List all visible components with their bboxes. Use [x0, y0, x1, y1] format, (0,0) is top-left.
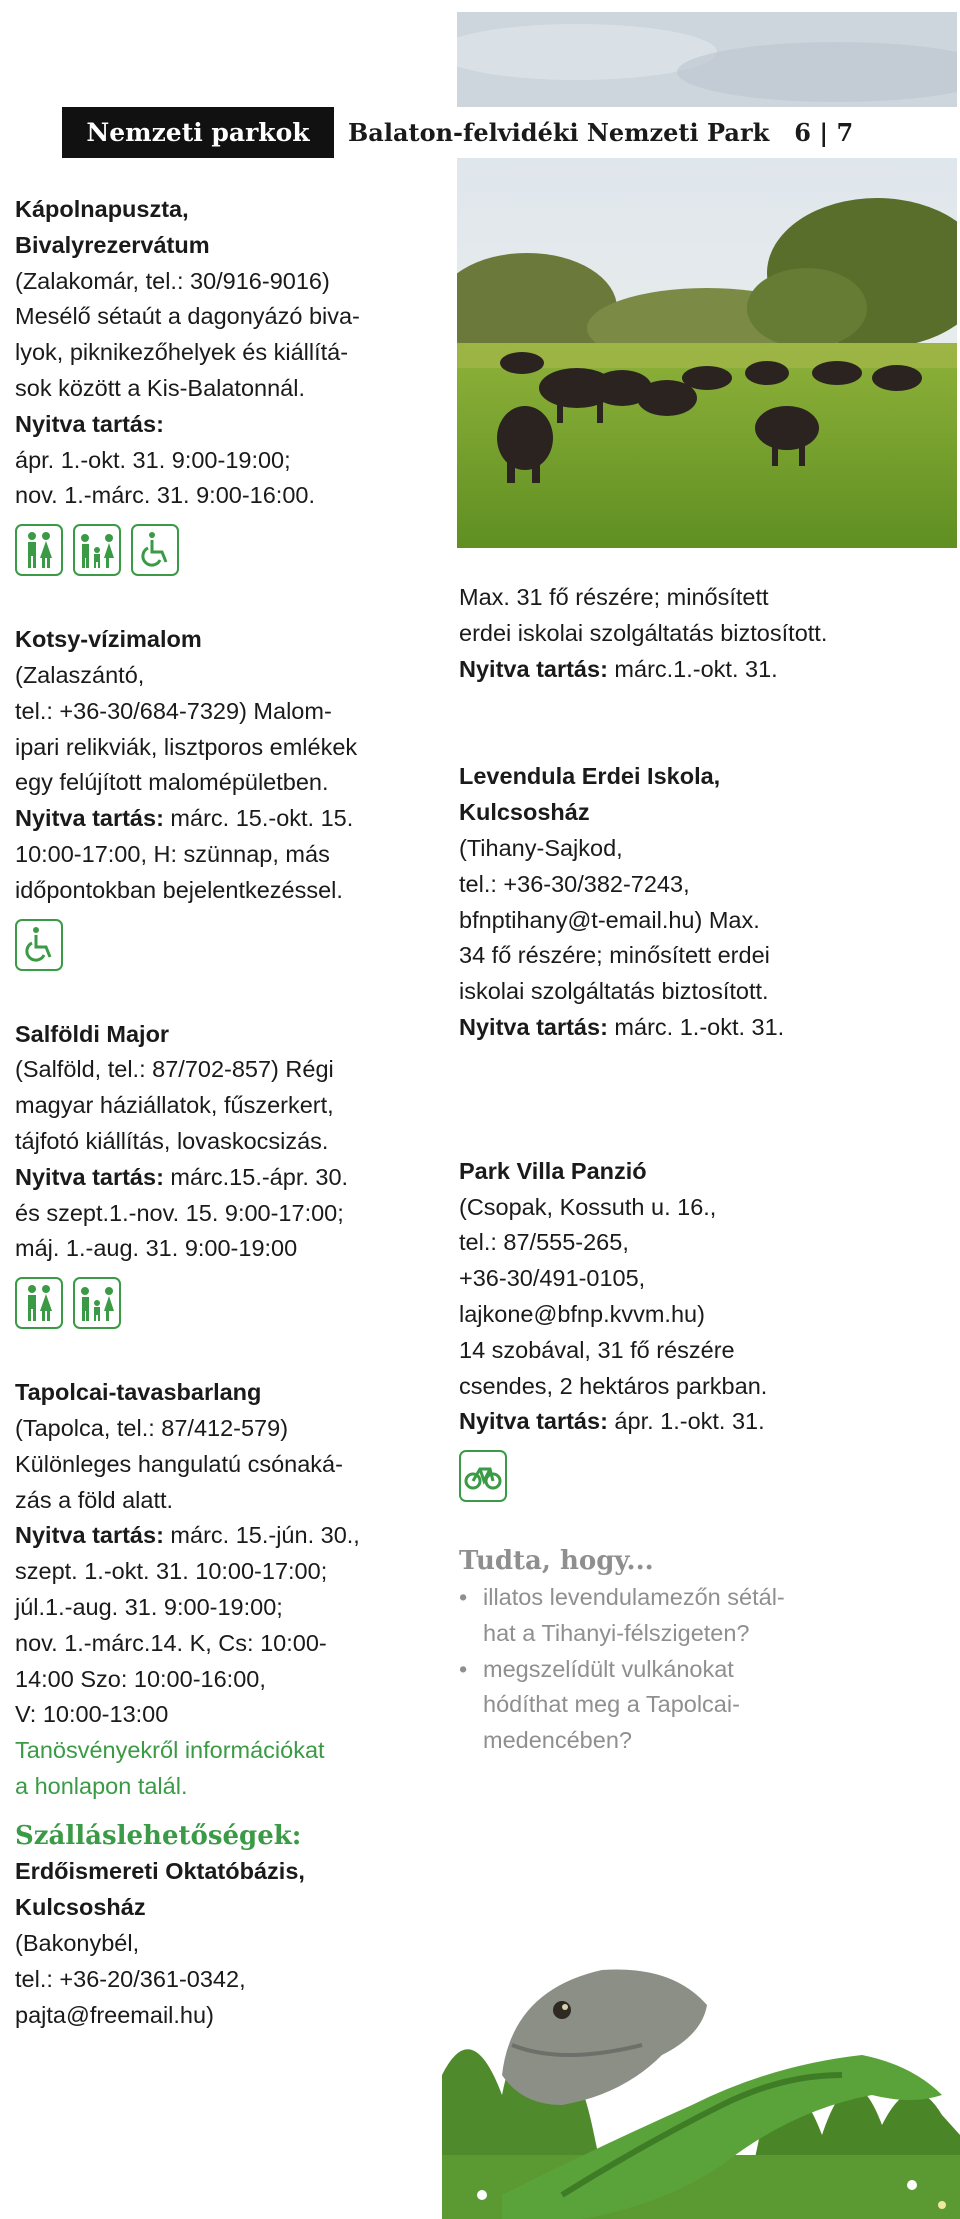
lizard-photo	[442, 1895, 960, 2219]
park-title: Balaton-felvidéki Nemzeti Park	[348, 118, 770, 147]
opening-hours: júl.1.-aug. 31. 9:00-19:00;	[15, 1593, 283, 1620]
opening-hours-label: Nyitva tartás:	[459, 655, 608, 682]
website-note: Tanösvényekről információkat	[15, 1737, 325, 1764]
entry-text: egy felújított malomépületben.	[15, 769, 329, 796]
entry-text: 34 fő részére; minősített erdei	[459, 942, 770, 969]
toilet-icon	[15, 524, 63, 576]
entry-text: (Csopak, Kossuth u. 16.,	[459, 1193, 717, 1220]
opening-hours: nov. 1.-márc. 31. 9:00-16:00.	[15, 482, 316, 509]
entry-kapolnapuszta	[15, 192, 435, 578]
entry-text: Mesélő sétaút a dagonyázó biva-	[15, 303, 360, 330]
entry-text: erdei iskolai szolgáltatás biztosított.	[459, 619, 828, 646]
opening-hours: máj. 1.-aug. 31. 9:00-19:00	[15, 1235, 298, 1262]
entry-text: csendes, 2 hektáros parkban.	[459, 1372, 768, 1399]
opening-hours: márc. 15.-okt. 15.	[163, 805, 354, 832]
opening-hours-label: Nyitva tartás:	[459, 1408, 608, 1435]
entry-title: Tapolcai-tavasbarlang	[15, 1379, 262, 1406]
list-item-text: medencében?	[483, 1727, 632, 1754]
entry-text: (Tihany-Sajkod,	[459, 834, 623, 861]
wheelchair-icon	[15, 919, 63, 971]
entry-title: Erdőismereti Oktatóbázis,	[15, 1858, 305, 1885]
entry-text: +36-30/491-0105,	[459, 1265, 646, 1292]
amenity-icons	[15, 524, 435, 578]
list-item-text: illatos levendulamezőn sétál-	[483, 1583, 785, 1610]
entry-text: Max. 31 fő részére; minősített	[459, 584, 769, 610]
entry-text: (Bakonybél,	[15, 1930, 140, 1957]
opening-hours: és szept.1.-nov. 15. 9:00-17:00;	[15, 1199, 344, 1226]
toilet-icon	[15, 1277, 63, 1329]
accommodation-heading: Szálláslehetőségek:	[15, 1820, 302, 1851]
entry-text: pajta@freemail.hu)	[15, 2001, 214, 2028]
section-tag: Nemzeti parkok	[62, 107, 334, 158]
opening-hours: időpontokban bejelentkezéssel.	[15, 876, 343, 903]
list-item: • illatos levendulamezőn sétál- hat a Tihanyi-félszigeten?	[459, 1580, 929, 1652]
entry-text: lyok, piknikezőhelyek és kiállítá-	[15, 339, 349, 366]
entry-levendula	[459, 759, 929, 1045]
opening-hours-label: Nyitva tartás:	[15, 805, 164, 832]
entry-text: zás a föld alatt.	[15, 1486, 174, 1513]
entry-title: Kotsy-vízimalom	[15, 626, 202, 653]
entry-text: Különleges hangulatú csónaká-	[15, 1450, 343, 1477]
list-item-text: hat a Tihanyi-félszigeten?	[483, 1619, 750, 1646]
opening-hours-label: Nyitva tartás:	[15, 410, 164, 437]
opening-hours: márc. 1.-okt. 31.	[607, 1013, 785, 1040]
entry-text: (Zalakomár, tel.: 30/916-9016)	[15, 267, 330, 294]
family-icon	[73, 524, 121, 576]
entry-continuation	[459, 580, 929, 687]
entry-text: iskolai szolgáltatás biztosított.	[459, 978, 769, 1005]
list-item-text: hódíthat meg a Tapolcai-	[483, 1691, 740, 1718]
opening-hours: márc.1.-okt. 31.	[607, 655, 778, 682]
sky-photo	[457, 12, 957, 107]
did-you-know-heading: Tudta, hogy...	[459, 1546, 654, 1577]
page-numbers: 6 | 7	[794, 118, 854, 147]
entry-text: tel.: 87/555-265,	[459, 1229, 629, 1256]
opening-hours-label: Nyitva tartás:	[459, 1013, 608, 1040]
buffalo-photo	[457, 158, 957, 548]
entry-text: (Tapolca, tel.: 87/412-579)	[15, 1414, 289, 1441]
entry-text: tel.: +36-20/361-0342,	[15, 1965, 246, 1992]
entry-title: Kulcsosház	[459, 799, 590, 826]
opening-hours: márc.15.-ápr. 30.	[163, 1163, 349, 1190]
amenity-icons	[15, 1277, 435, 1331]
opening-hours: 10:00-17:00, H: szünnap, más	[15, 840, 330, 867]
opening-hours-label: Nyitva tartás:	[15, 1522, 164, 1549]
wheelchair-icon	[131, 524, 179, 576]
opening-hours: szept. 1.-okt. 31. 10:00-17:00;	[15, 1558, 328, 1585]
opening-hours: nov. 1.-márc.14. K, Cs: 10:00-	[15, 1629, 327, 1656]
entry-text: tájfotó kiállítás, lovaskocsizás.	[15, 1127, 329, 1154]
opening-hours-label: Nyitva tartás:	[15, 1163, 164, 1190]
entry-tapolcai	[15, 1375, 435, 1805]
website-note: a honlapon talál.	[15, 1772, 188, 1799]
opening-hours: 14:00 Szo: 10:00-16:00,	[15, 1665, 266, 1692]
opening-hours: ápr. 1.-okt. 31. 9:00-19:00;	[15, 446, 291, 473]
entry-title: Levendula Erdei Iskola,	[459, 763, 721, 790]
entry-text: bfnptihany@t-email.hu) Max.	[459, 906, 760, 933]
entry-parkvilla	[459, 1154, 929, 1504]
right-column	[459, 580, 929, 1759]
entry-kotsy	[15, 622, 435, 972]
opening-hours: V: 10:00-13:00	[15, 1701, 169, 1728]
entry-text: 14 szobával, 31 fő részére	[459, 1336, 735, 1363]
entry-title: Bivalyrezervátum	[15, 231, 210, 258]
amenity-icons	[15, 919, 435, 973]
did-you-know-box	[459, 1544, 929, 1759]
entry-salfoldi	[15, 1017, 435, 1332]
bicycle-icon	[459, 1450, 507, 1502]
accommodation-section	[15, 1819, 435, 2034]
list-item-text: megszelídült vulkánokat	[483, 1655, 734, 1682]
entry-text: tel.: +36-30/382-7243,	[459, 870, 690, 897]
family-icon	[73, 1277, 121, 1329]
entry-text: lajkone@bfnp.kvvm.hu)	[459, 1300, 705, 1327]
left-column	[15, 192, 435, 2033]
entry-title: Salföldi Major	[15, 1020, 170, 1047]
page-header	[348, 107, 853, 158]
amenity-icons	[459, 1450, 929, 1504]
entry-text: ipari relikviák, lisztporos emlékek	[15, 733, 358, 760]
opening-hours: márc. 15.-jún. 30.,	[163, 1522, 360, 1549]
entry-text: (Zalaszántó,	[15, 661, 145, 688]
opening-hours: ápr. 1.-okt. 31.	[607, 1408, 765, 1435]
entry-text: sok között a Kis-Balatonnál.	[15, 374, 305, 401]
entry-text: (Salföld, tel.: 87/702-857) Régi	[15, 1056, 334, 1083]
entry-title: Park Villa Panzió	[459, 1157, 647, 1184]
entry-text: magyar háziállatok, fűszerkert,	[15, 1092, 334, 1119]
entry-title: Kulcsosház	[15, 1894, 146, 1921]
entry-text: tel.: +36-30/684-7329) Malom-	[15, 697, 332, 724]
list-item: • megszelídült vulkánokat hódíthat meg a Tapolcai- medencében?	[459, 1652, 929, 1759]
entry-title: Kápolnapuszta,	[15, 196, 189, 222]
